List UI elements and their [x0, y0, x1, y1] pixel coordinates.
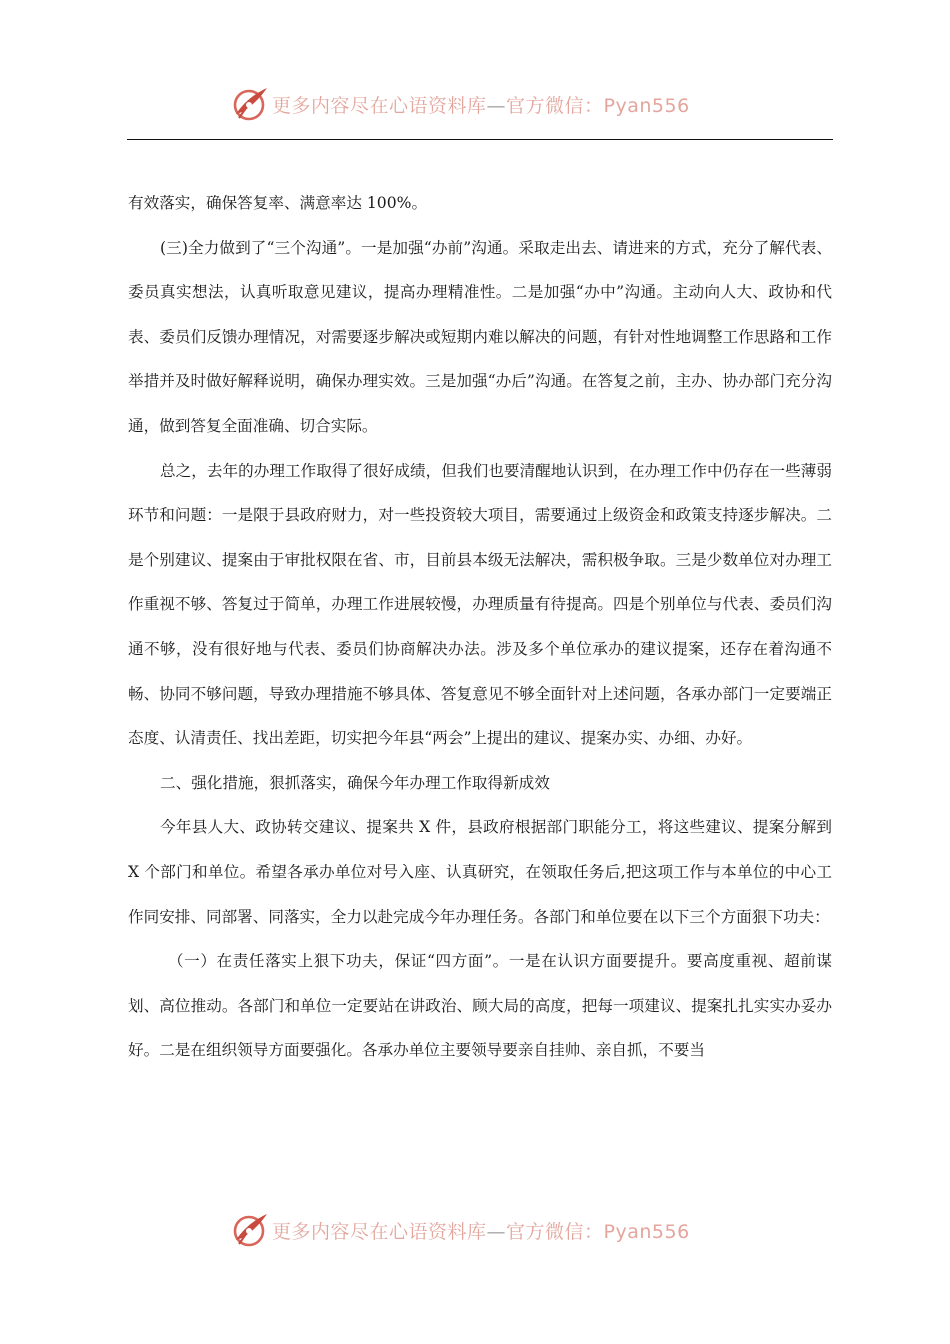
paragraph-3: 总之，去年的办理工作取得了很好成绩，但我们也要清醒地认识到，在办理工作中仍存在一些薄弱环节和问题：一是限于县政府财力，对一些投资较大项目，需要通过上级资金和政策支持逐步解决。二是个别建议、提案由于审批权限在省、市，目前县本级无法解决，需积极争取。三是少数单位对办理工作重视不够、答复过于简单，办理工作进展较慢，办理质量有待提高。四是个别单位与代表、委员们沟通不够，没有很好地与代表、委员们协商解决办法。涉及多个单位承办的建议提案，还存在着沟通不畅、协同不够问题，导致办理措施不够具体、答复意见不够全面针对上述问题，各承办部门一定要端正态度、认清责任、找出差距，切实把今年县“两会”上提出的建议、提案办实、办细、办好。	[128, 461, 832, 748]
watermark-id: Pyan556	[603, 94, 690, 117]
watermark-cn: 更多内容尽在心语资料库	[272, 1220, 487, 1243]
watermark-dash: —	[486, 1220, 507, 1243]
watermark-wechat: 官方微信：	[506, 94, 604, 117]
header-rule	[127, 139, 833, 140]
watermark-id: Pyan556	[603, 1220, 690, 1243]
paragraph-1: 有效落实，确保答复率、满意率达 100%。	[128, 194, 428, 212]
quill-logo-icon	[230, 1210, 270, 1250]
section-heading: 二、强化措施，狠抓落实，确保今年办理工作取得新成效	[160, 773, 550, 792]
document-body	[128, 181, 832, 1073]
paragraph-4: 今年县人大、政协转交建议、提案共 X 件，县政府根据部门职能分工，将这些建议、提案分解到 X 个部门和单位。希望各承办单位对号入座、认真研究，在领取任务后,把这项工作与本单位的中心工作同安排、同部署、同落实，全力以赴完成今年办理任务。各部门和单位要在以下三个方面狠下功夫：	[128, 818, 832, 926]
quill-logo-icon	[230, 84, 270, 124]
watermark-wechat: 官方微信：	[506, 1220, 604, 1243]
paragraph-5: （一）在责任落实上狠下功夫，保证“四方面”。一是在认识方面要提升。要高度重视、超前谋划、高位推动。各部门和单位一定要站在讲政治、顾大局的高度，把每一项建议、提案扎扎实实办妥办好。二是在组织领导方面要强化。各承办单位主要领导要亲自挂帅、亲自抓，不要当	[128, 952, 832, 1060]
watermark-text	[272, 1217, 690, 1244]
footer-watermark	[0, 1208, 950, 1252]
watermark-text	[272, 91, 690, 118]
watermark-dash: —	[486, 94, 507, 117]
header-watermark	[0, 82, 950, 126]
watermark-cn: 更多内容尽在心语资料库	[272, 94, 487, 117]
paragraph-2: (三)全力做到了“三个沟通”。一是加强“办前”沟通。采取走出去、请进来的方式，充分了解代表、委员真实想法，认真听取意见建议，提高办理精准性。二是加强“办中”沟通。主动向人大、政协和代表、委员们反馈办理情况，对需要逐步解决或短期内难以解决的问题，有针对性地调整工作思路和工作举措并及时做好解释说明，确保办理实效。三是加强“办后”沟通。在答复之前，主办、协办部门充分沟通，做到答复全面准确、切合实际。	[128, 238, 832, 435]
